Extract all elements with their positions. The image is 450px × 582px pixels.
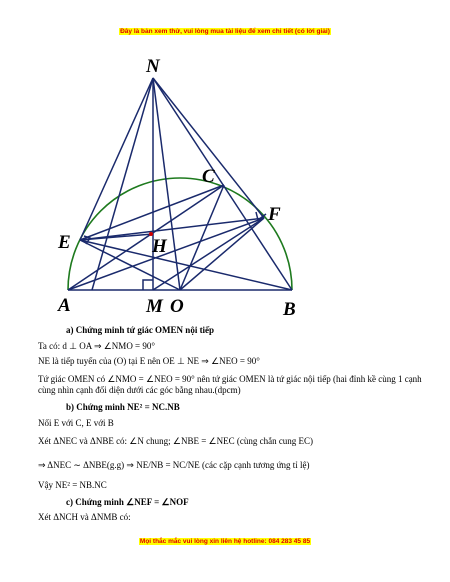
part-c-heading: c) Chứng minh ∠NEF = ∠NOF bbox=[66, 497, 189, 507]
label-A: A bbox=[58, 295, 71, 316]
label-E: E bbox=[58, 232, 71, 253]
label-H: H bbox=[152, 236, 167, 257]
part-a-line-2: NE là tiếp tuyến của (O) tại E nên OE ⊥ NE ⇒ ∠NEO = 90° bbox=[38, 356, 260, 366]
part-b-line-2: Xét ΔNEC và ΔNBE có: ∠N chung; ∠NBE = ∠NEC (cùng chắn cung EC) bbox=[38, 436, 314, 446]
segment-OF bbox=[180, 218, 264, 290]
segment-NB bbox=[153, 78, 292, 290]
part-b-line-3: ⇒ ΔNEC ∼ ΔNBE(g.g) ⇒ NE/NB = NC/NE (các cặp cạnh tương ứng tỉ lệ) bbox=[38, 460, 310, 470]
segment-NF bbox=[153, 78, 264, 218]
label-B: B bbox=[283, 299, 296, 320]
part-a-heading: a) Chứng minh tứ giác OMEN nội tiếp bbox=[66, 325, 215, 335]
part-b-line-1: Nối E với C, E với B bbox=[38, 418, 114, 428]
part-a-line-1: Ta có: d ⊥ OA ⇒ ∠NMO = 90° bbox=[38, 341, 155, 351]
part-c-line-1: Xét ΔNCH và ΔNMB có: bbox=[38, 512, 131, 522]
label-C: C bbox=[202, 166, 215, 187]
segment-OC bbox=[180, 185, 224, 290]
part-a-line-3: Tứ giác OMEN có ∠NMO = ∠NEO = 90° nên tứ giác OMEN là tứ giác nội tiếp (hai đỉnh kề cùng 1 cạnh cùng nhìn cạnh đối diện dưới các góc bằng nhau.(dpcm) bbox=[38, 374, 422, 395]
part-b-heading: b) Chứng minh NE² = NC.NB bbox=[66, 402, 180, 412]
label-M: M bbox=[146, 296, 163, 317]
label-F: F bbox=[268, 204, 281, 225]
label-N: N bbox=[146, 56, 160, 77]
segment-AC bbox=[68, 185, 224, 290]
label-O: O bbox=[170, 296, 184, 317]
preview-notice-banner: Đây là bản xem thử, vui lòng mua tài liệu để xem chi tiết (có lời giải) bbox=[120, 28, 330, 35]
right-angle-mark-M bbox=[143, 280, 153, 290]
hotline-banner: Mọi thắc mắc vui lòng xin liên hệ hotline: 084 283 45 85 bbox=[139, 538, 311, 545]
part-b-line-4: Vậy NE² = NB.NC bbox=[38, 480, 107, 490]
segment-EB bbox=[80, 240, 292, 290]
